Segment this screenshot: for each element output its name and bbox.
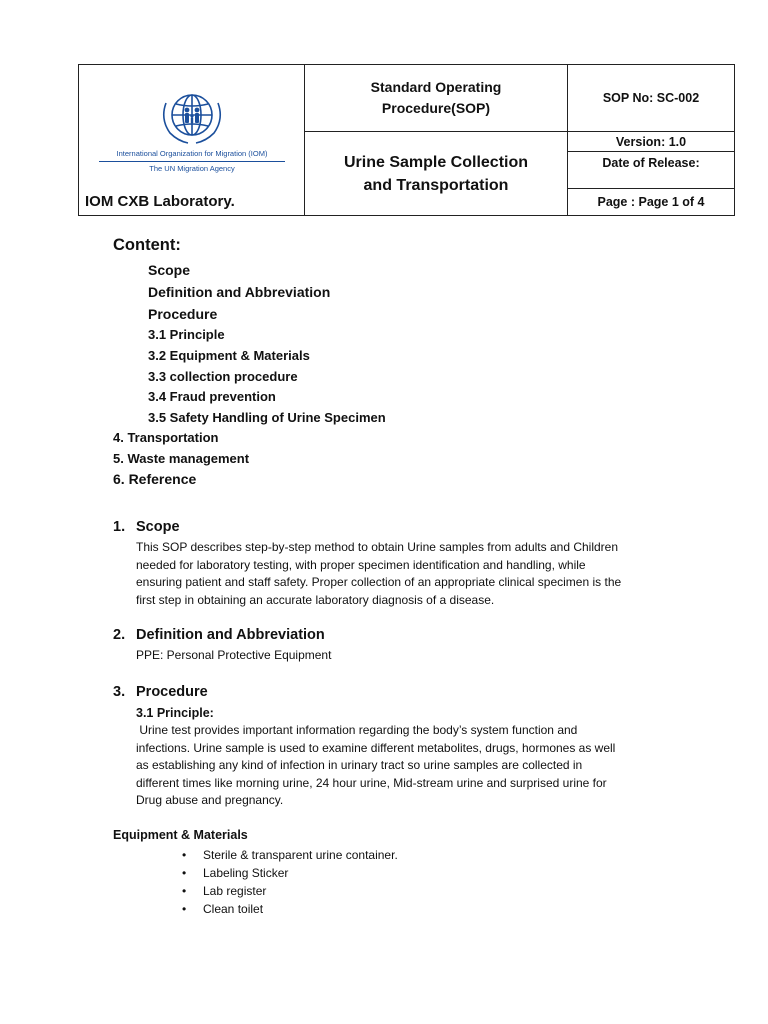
principle-heading: 3.1 Principle: (136, 706, 214, 720)
bullet-icon: • (182, 884, 187, 898)
text-line: first step in obtaining an accurate laboratory diagnosis of a disease. (136, 592, 495, 607)
list-item (182, 882, 398, 900)
scope-paragraph (136, 539, 621, 609)
sop-number: SOP No: SC-002 (568, 65, 734, 132)
section-title-procedure: Procedure (136, 684, 208, 700)
section-number: 1. (113, 519, 126, 535)
list-item-label: Lab register (203, 884, 267, 898)
text-line: ensuring patient and staff safety. Proper collection of an appropriate clinical specimen is the (136, 575, 622, 589)
section-title-definition: Definition and Abbreviation (136, 627, 325, 643)
bullet-icon: • (182, 902, 187, 916)
toc-item: Procedure (148, 306, 218, 322)
sop-title-line-2: Procedure(SOP) (381, 100, 491, 116)
org-name: International Organization for Migration (IOM) (116, 149, 268, 158)
toc-item: 3.2 Equipment & Materials (148, 348, 310, 363)
lab-name: IOM CXB Laboratory. (85, 193, 235, 210)
text-line: Urine test provides important information regarding the body’s system function and (136, 723, 578, 737)
equipment-list (182, 846, 398, 918)
version: Version: 1.0 (568, 132, 734, 152)
bullet-icon: • (182, 866, 187, 880)
sop-title-cell (305, 65, 568, 132)
toc-item: 4. Transportation (113, 430, 219, 445)
toc-item: 6. Reference (113, 471, 197, 487)
toc-item: 3.5 Safety Handling of Urine Specimen (148, 410, 386, 425)
list-item (182, 900, 398, 918)
toc-item: 5. Waste management (113, 451, 250, 466)
toc-item: Definition and Abbreviation (148, 284, 331, 300)
list-item-label: Clean toilet (203, 902, 264, 916)
list-item (182, 864, 398, 882)
toc-item: 3.1 Principle (148, 327, 225, 342)
org-divider (99, 161, 285, 162)
text-line: This SOP describes step-by-step method to obtain Urine samples from adults and Children (136, 540, 619, 554)
sop-subject-line-1: Urine Sample Collection (343, 153, 529, 171)
principle-paragraph (136, 722, 615, 810)
list-item-label: Sterile & transparent urine container. (203, 848, 398, 862)
bullet-icon: • (182, 848, 187, 862)
sop-subject-cell (305, 132, 568, 215)
toc-item: 3.3 collection procedure (148, 369, 298, 384)
section-number: 2. (113, 627, 126, 643)
text-line: as establishing any kind of infection in urinary tract so urine samples are collected in (136, 758, 583, 772)
text-line: infections. Urine sample is used to examine different metabolites, drugs, hormones as well (136, 740, 616, 755)
section-number: 3. (113, 684, 126, 700)
text-line: different times like morning urine, 24 hour urine, Mid-stream urine and surprised urine for (136, 775, 607, 790)
definition-text: PPE: Personal Protective Equipment (136, 648, 332, 662)
section-title-scope: Scope (136, 519, 180, 535)
equipment-heading: Equipment & Materials (113, 828, 248, 842)
list-item (182, 846, 398, 864)
sop-title-line-1: Standard Operating (370, 79, 502, 95)
page-number: Page : Page 1 of 4 (597, 195, 705, 209)
list-item-label: Labeling Sticker (203, 866, 289, 880)
logo-cell (79, 65, 305, 215)
text-line: needed for laboratory testing, with proper specimen identification and handling, while (136, 557, 586, 572)
toc-item: Scope (148, 262, 191, 278)
date-of-release: Date of Release: (568, 152, 734, 189)
content-heading: Content: (113, 236, 181, 254)
org-subtitle: The UN Migration Agency (149, 164, 235, 173)
sop-subject-line-2: and Transportation (363, 176, 509, 194)
toc-item: 3.4 Fraud prevention (148, 389, 276, 404)
iom-globe-logo-icon (158, 89, 226, 147)
text-line: Drug abuse and pregnancy. (136, 793, 284, 807)
sop-header-table (78, 64, 735, 216)
